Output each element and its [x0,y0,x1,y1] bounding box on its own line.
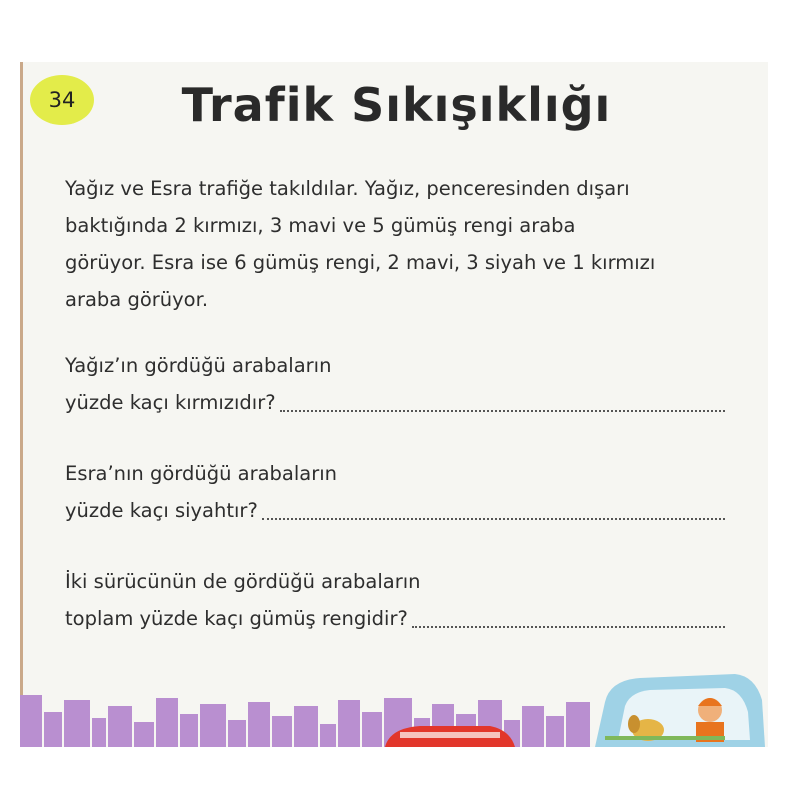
intro-line: Yağız ve Esra trafiğe takıldılar. Yağız, penceresinden dışarı [65,177,630,200]
question-2 [65,455,725,529]
red-car-window [400,732,500,738]
question-1-line-1: Yağız’ın gördüğü arabaların [65,354,332,377]
page-number: 34 [48,88,76,112]
car-window-trim [605,736,725,740]
intro-line: baktığında 2 kırmızı, 3 mavi ve 5 gümüş rengi araba [65,214,576,237]
question-2-line-1: Esra’nın gördüğü arabaların [65,462,338,485]
answer-blank-2[interactable] [262,518,725,520]
dog-ear [628,715,640,733]
intro-line: araba görüyor. [65,288,209,311]
question-1-line-2: yüzde kaçı kırmızıdır? [65,391,276,414]
intro-line: görüyor. Esra ise 6 gümüş rengi, 2 mavi, 3 siyah ve 1 kırmızı [65,251,656,274]
traffic-illustration [20,640,765,747]
page-title: Trafik Sıkışıklığı [181,78,612,132]
city-skyline-illustration [20,640,765,747]
answer-blank-3[interactable] [412,626,725,628]
question-3-line-1: İki sürücünün de gördüğü arabaların [65,570,421,593]
question-3-line-2: toplam yüzde kaçı gümüş rengidir? [65,607,408,630]
question-2-line-2: yüzde kaçı siyahtır? [65,499,258,522]
question-1 [65,347,725,421]
question-3 [65,563,725,637]
intro-paragraph [65,170,745,318]
answer-blank-1[interactable] [280,410,725,412]
